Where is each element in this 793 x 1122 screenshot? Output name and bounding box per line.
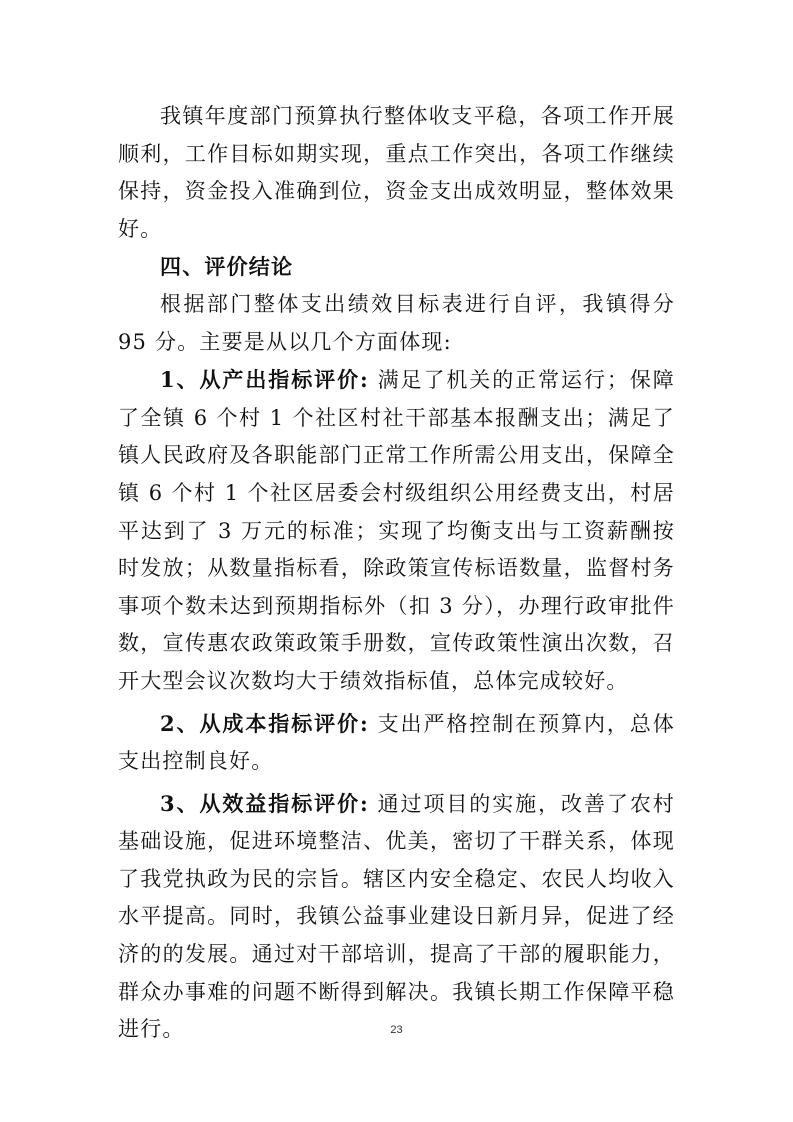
section-heading-evaluation-conclusion: 四、评价结论 <box>160 254 294 280</box>
benefit-indicator-paragraph <box>118 785 675 1049</box>
output-indicator-text: 满足了机关的正常运行；保障了全镇 6 个村 1 个社区村社干部基本报酬支出；满足了镇人民政府及各职能部门正常工作所需公用支出，保障全镇 6 个村 1 个社区居委会村级组织公用经费支出，村居平达到了 3 万元的标准；实现了均衡支出与工资薪酬按时发放；从数量指标看，除政策宣传标语数量，监督村务事项个数未达到预期指标外（扣 3 分），办理行政审批件数，宣传惠农政策政策手册数，宣传政策性演出次数，召开大型会议次数均大于绩效指标值，总体完成较好。 <box>118 368 675 693</box>
output-indicator-paragraph <box>118 361 675 700</box>
cost-indicator-text: 支出严格控制在预算内，总体支出控制良好。 <box>118 711 675 774</box>
cost-indicator-paragraph <box>118 705 675 781</box>
page-number: 23 <box>390 1024 403 1036</box>
benefit-indicator-lead: 3、从效益指标评价: <box>160 790 369 816</box>
body-paragraph-1: 我镇年度部门预算执行整体收支平稳，各项工作开展顺利，工作目标如期实现，重点工作突出，各项工作继续保持，资金投入准确到位，资金支出成效明显，整体效果好。 <box>118 104 675 241</box>
cost-indicator-lead: 2、从成本指标评价: <box>160 710 369 736</box>
output-indicator-lead: 1、从产出指标评价: <box>160 367 369 393</box>
body-paragraph-score: 根据部门整体支出绩效目标表进行自评，我镇得分 95 分。主要是从以几个方面体现: <box>118 291 675 354</box>
benefit-indicator-text: 通过项目的实施，改善了农村基础设施，促进环境整洁、优美，密切了干群关系，体现了我党执政为民的宗旨。辖区内安全稳定、农民人均收入水平提高。同时，我镇公益事业建设日新月异，促进了经济的的发展。通过对干部培训，提高了干部的履职能力，群众办事难的问题不断得到解决。我镇长期工作保障平稳进行。 <box>118 791 675 1042</box>
